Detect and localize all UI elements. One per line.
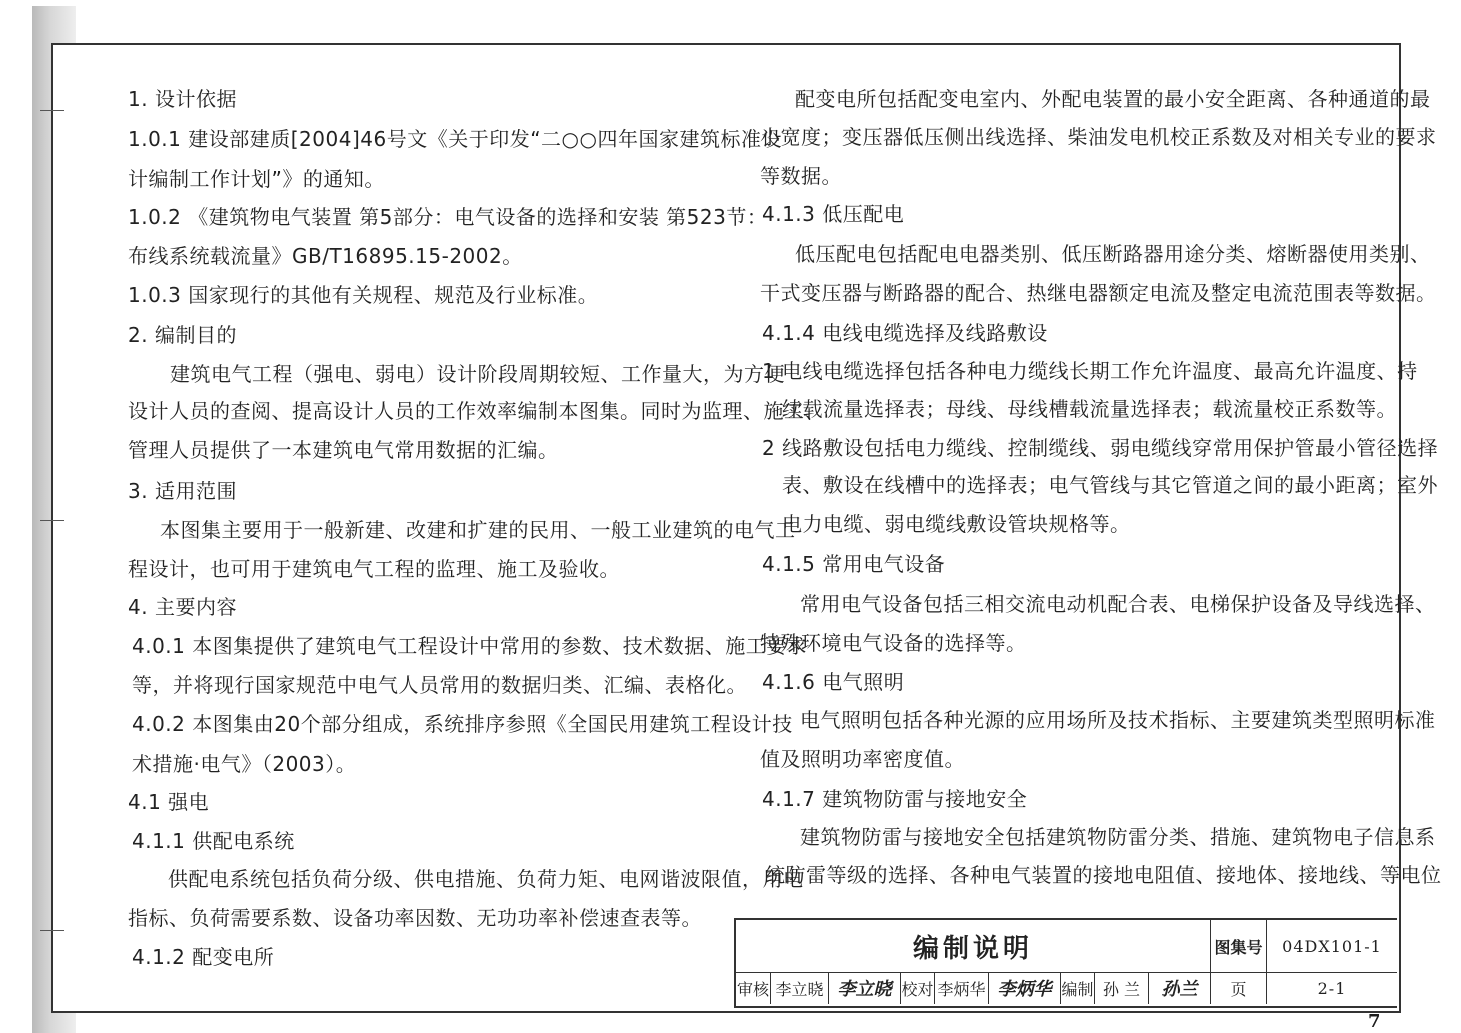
text-line: 设计人员的查阅、提高设计人员的工作效率编制本图集。同时为监理、施工、 bbox=[128, 399, 825, 423]
designer-name: 孙 兰 bbox=[1094, 972, 1148, 1004]
sheet-number: 7 bbox=[1368, 1011, 1381, 1032]
text-line: 计编制工作计划”》的通知。 bbox=[128, 167, 385, 191]
subsection-heading: 4.1.1 供配电系统 bbox=[132, 829, 295, 853]
text-line: 等，并将现行国家规范中电气人员常用的数据归类、汇编、表格化。 bbox=[132, 673, 747, 697]
text-line: 管理人员提供了一本建筑电气常用数据的汇编。 bbox=[128, 438, 559, 462]
section-heading: 4. 主要内容 bbox=[128, 595, 237, 619]
text-line: 续载流量选择表；母线、母线槽载流量选择表；载流量校正系数等。 bbox=[782, 397, 1397, 421]
text-line: 1.0.1 建设部建质[2004]46号文《关于印发“二○○四年国家建筑标准设 bbox=[128, 127, 782, 151]
text-line: 值及照明功率密度值。 bbox=[760, 747, 965, 771]
reviewer-name: 李立晓 bbox=[770, 972, 828, 1004]
text-line: 供配电系统包括负荷分级、供电措施、负荷力矩、电网谐波限值，用电 bbox=[168, 867, 804, 891]
text-line: 本图集主要用于一般新建、改建和扩建的民用、一般工业建筑的电气工 bbox=[160, 518, 796, 542]
review-label: 审核 bbox=[736, 979, 769, 999]
text-line: 1 电线电缆选择包括各种电力缆线长期工作允许温度、最高允许温度、持 bbox=[762, 359, 1418, 383]
subsection-heading: 4.1.7 建筑物防雷与接地安全 bbox=[762, 787, 1028, 811]
text-line: 程设计，也可用于建筑电气工程的监理、施工及验收。 bbox=[128, 557, 620, 581]
margin-mark bbox=[40, 520, 64, 521]
subsection-heading: 4.1.3 低压配电 bbox=[762, 202, 905, 226]
text-line: 特殊环境电气设备的选择等。 bbox=[760, 631, 1027, 655]
subsection-heading: 4.1.5 常用电气设备 bbox=[762, 552, 946, 576]
text-line: 4.0.1 本图集提供了建筑电气工程设计中常用的参数、技术数据、施工要求 bbox=[132, 634, 808, 658]
text-line: 电气照明包括各种光源的应用场所及技术指标、主要建筑类型照明标准 bbox=[800, 708, 1436, 732]
text-line: 电力电缆、弱电缆线敷设管块规格等。 bbox=[782, 512, 1131, 536]
text-line: 布线系统载流量》GB/T16895.15-2002。 bbox=[128, 244, 523, 268]
text-line: 干式变压器与断路器的配合、热继电器额定电流及整定电流范围表等数据。 bbox=[760, 281, 1437, 305]
text-line: 小宽度；变压器低压侧出线选择、柴油发电机校正系数及对相关专业的要求 bbox=[760, 125, 1437, 149]
text-line: 2 线路敷设包括电力缆线、控制缆线、弱电缆线穿常用保护管最小管径选择 bbox=[762, 436, 1439, 460]
text-line: 术措施·电气》（2003）。 bbox=[132, 752, 357, 776]
section-heading: 4.1 强电 bbox=[128, 790, 210, 814]
page-label: 页 bbox=[1210, 972, 1266, 1004]
atlas-number-label: 图集号 bbox=[1210, 920, 1266, 972]
text-line: 1.0.3 国家现行的其他有关规程、规范及行业标准。 bbox=[128, 283, 599, 307]
section-heading: 2. 编制目的 bbox=[128, 323, 237, 347]
margin-mark bbox=[40, 930, 64, 931]
margin-mark bbox=[40, 110, 64, 111]
checker-signature: 李炳华 bbox=[988, 972, 1060, 1004]
subsection-heading: 4.1.6 电气照明 bbox=[762, 670, 905, 694]
drawing-title: 编制说明 bbox=[912, 933, 1033, 964]
subsection-heading: 4.1.2 配变电所 bbox=[132, 945, 275, 969]
text-line: 指标、负荷需要系数、设备功率因数、无功功率补偿速查表等。 bbox=[128, 906, 702, 930]
text-line: 统防雷等级的选择、各种电气装置的接地电阻值、接地体、接地线、等电位 bbox=[765, 863, 1442, 887]
subsection-heading: 4.1.4 电线电缆选择及线路敷设 bbox=[762, 321, 1048, 345]
text-line: 表、敷设在线槽中的选择表；电气管线与其它管道之间的最小距离；室外 bbox=[782, 473, 1438, 497]
text-line: 低压配电包括配电电器类别、低压断路器用途分类、熔断器使用类别、 bbox=[795, 242, 1431, 266]
section-heading: 1. 设计依据 bbox=[128, 87, 237, 111]
title-block bbox=[734, 918, 1397, 1008]
designer-signature: 孙兰 bbox=[1148, 972, 1210, 1004]
text-line: 建筑电气工程（强电、弱电）设计阶段周期较短、工作量大，为方便 bbox=[170, 362, 785, 386]
text-line: 建筑物防雷与接地安全包括建筑物防雷分类、措施、建筑物电子信息系 bbox=[800, 825, 1436, 849]
text-line: 常用电气设备包括三相交流电动机配合表、电梯保护设备及导线选择、 bbox=[800, 592, 1436, 616]
check-label: 校对 bbox=[900, 972, 934, 1004]
section-heading: 3. 适用范围 bbox=[128, 479, 237, 503]
text-line: 4.0.2 本图集由20个部分组成，系统排序参照《全国民用建筑工程设计技 bbox=[132, 712, 793, 736]
design-label: 编制 bbox=[1060, 972, 1094, 1004]
checker-name: 李炳华 bbox=[934, 972, 988, 1004]
page-number: 2-1 bbox=[1266, 972, 1397, 1004]
text-line: 配变电所包括配变电室内、外配电装置的最小安全距离、各种通道的最 bbox=[795, 87, 1431, 111]
text-line: 等数据。 bbox=[760, 164, 842, 188]
atlas-number: 04DX101-1 bbox=[1266, 920, 1397, 972]
reviewer-signature: 李立晓 bbox=[828, 972, 900, 1004]
text-line: 1.0.2 《建筑物电气装置 第5部分：电气设备的选择和安装 第523节： bbox=[128, 205, 768, 229]
